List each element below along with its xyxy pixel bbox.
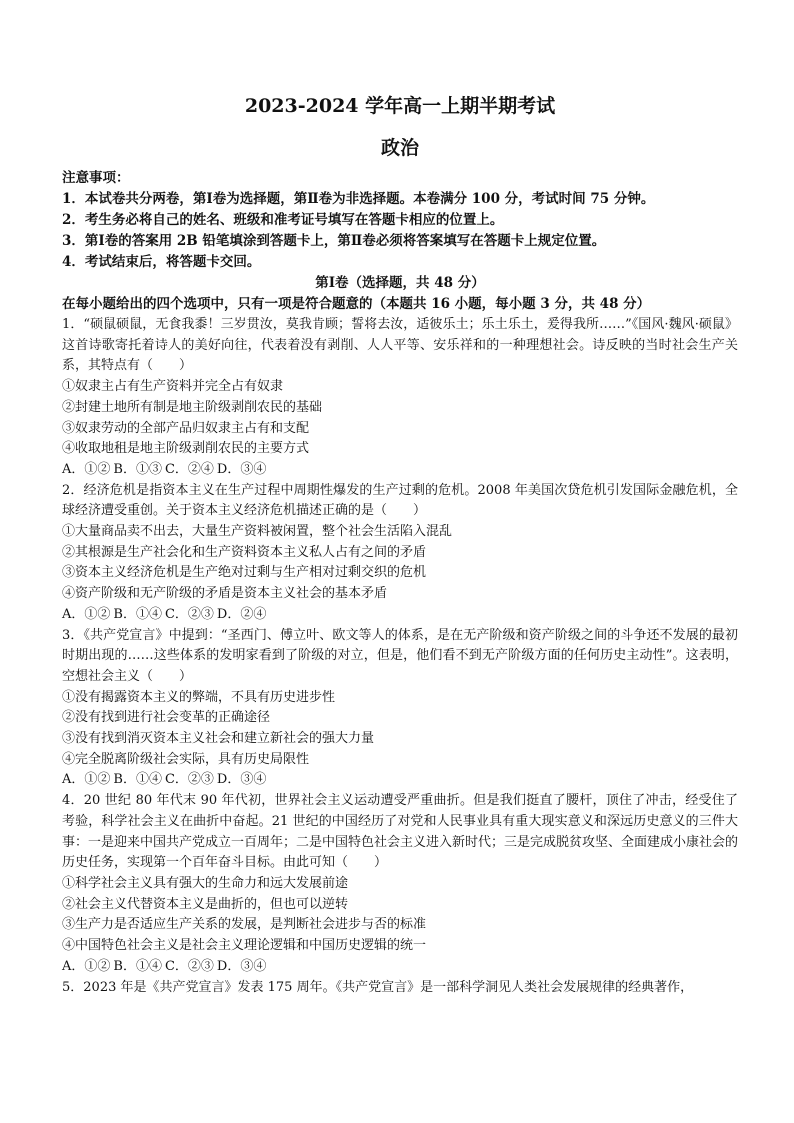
answer-choice-b[interactable]: B．①④	[113, 772, 162, 788]
exam-subject: 政治	[380, 137, 419, 159]
answer-choice-b[interactable]: B．①④	[113, 606, 162, 622]
question-option: ④中国特色社会主义是社会主义理论逻辑和中国历史逻辑的统一	[62, 938, 427, 954]
question-3	[62, 626, 738, 792]
question-stem: 2．经济危机是指资本主义在生产过程中周期性爆发的生产过剩的危机。2008 年美国次贷危机引发国际金融危机，全球经济遭受重创。关于资本主义经济危机描述正确的是（ ）	[62, 482, 738, 519]
answer-choices	[62, 957, 738, 978]
question-option: ③资本主义经济危机是生产绝对过剩与生产相对过剩交织的危机	[62, 565, 427, 581]
answer-choice-b[interactable]: B．①③	[113, 461, 162, 477]
answer-choice-a[interactable]: A．①②	[62, 958, 111, 974]
answer-choice-a[interactable]: A．①②	[62, 772, 111, 788]
question-option: ②没有找到进行社会变革的正确途径	[62, 710, 271, 726]
answer-choices	[62, 605, 738, 626]
answer-choice-a[interactable]: A．①②	[62, 461, 111, 477]
answer-choice-c[interactable]: C．②③	[164, 772, 214, 788]
question-option: ③生产力是否适应生产关系的发展，是判断社会进步与否的标准	[62, 917, 427, 933]
section-title: 第Ⅰ卷（选择题，共 48 分）	[315, 275, 485, 291]
question-option: ②其根源是生产社会化和生产资料资本主义私人占有之间的矛盾	[62, 544, 427, 560]
notice-item: 2．考生务必将自己的姓名、班级和准考证号填写在答题卡相应的位置上。	[62, 212, 504, 228]
question-4	[62, 791, 738, 977]
answer-choices	[62, 460, 738, 481]
notice-block	[62, 168, 738, 273]
question-option: ③奴隶劳动的全部产品归奴隶主占有和支配	[62, 420, 310, 436]
question-stem: 4．20 世纪 80 年代末 90 年代初，世界社会主义运动遭受严重曲折。但是我们挺直了腰杆，顶住了冲击，经受住了考验，科学社会主义在曲折中奋起。21 世纪的中国经历了对党和人民事业具有重大现实意义和深远历史意义的三件大事：一是迎来中国共产党成立一百周年；二是中国特色社会主义进入新时代；三是完成脱贫攻坚、全面建成小康社会的历史任务，实现第一个百年奋斗目标。由此可知（ ）	[62, 793, 739, 871]
question-option: ②社会主义代替资本主义是曲折的，但也可以逆转	[62, 896, 349, 912]
answer-choice-d[interactable]: D．③④	[216, 772, 267, 788]
question-option: ①科学社会主义具有强大的生命力和远大发展前途	[62, 875, 349, 891]
question-2	[62, 481, 738, 626]
question-stem: 1．“硕鼠硕鼠，无食我黍！三岁贯汝，莫我肯顾；誓将去汝，适彼乐土；乐土乐土，爰得我所……”《国风·魏风·硕鼠》这首诗歌寄托着诗人的美好向往，代表着没有剥削、人人平等、安乐祥和的一种理想社会。诗反映的当时社会生产关系，其特点有（ ）	[62, 317, 738, 374]
question-option: ①奴隶主占有生产资料并完全占有奴隶	[62, 379, 284, 395]
answer-choice-d[interactable]: D．③④	[216, 461, 267, 477]
answer-choice-b[interactable]: B．①④	[113, 958, 162, 974]
question-5	[62, 978, 738, 999]
question-option: ①大量商品卖不出去，大量生产资料被闲置，整个社会生活陷入混乱	[62, 524, 453, 540]
answer-choices	[62, 770, 738, 791]
section-instructions: 在每小题给出的四个选项中，只有一项是符合题意的（本题共 16 小题，每小题 3 分，共 48 分）	[62, 296, 651, 312]
answer-choice-a[interactable]: A．①②	[62, 606, 111, 622]
question-option: ②封建土地所有制是地主阶级剥削农民的基础	[62, 399, 323, 415]
question-option: ④收取地租是地主阶级剥削农民的主要方式	[62, 441, 310, 457]
question-option: ④完全脱离阶级社会实际，具有历史局限性	[62, 751, 310, 767]
exam-title: 2023-2024 学年高一上期半期考试	[244, 95, 556, 117]
question-option: ①没有揭露资本主义的弊端，不具有历史进步性	[62, 689, 336, 705]
notice-item: 3．第Ⅰ卷的答案用 2B 铅笔填涂到答题卡上，第Ⅱ卷必须将答案填写在答题卡上规定位置。	[62, 233, 606, 249]
exam-page	[62, 94, 738, 998]
question-stem: 3．《共产党宣言》中提到：“圣西门、傅立叶、欧文等人的体系，是在无产阶级和资产阶级之间的斗争还不发展的最初时期出现的……这些体系的发明家看到了阶级的对立，但是，他们看不到无产阶级方面的任何历史主动性”。这表明，空想社会主义（ ）	[62, 627, 738, 684]
question-option: ④资产阶级和无产阶级的矛盾是资本主义社会的基本矛盾	[62, 586, 388, 602]
question-option: ③没有找到消灭资本主义社会和建立新社会的强大力量	[62, 731, 375, 747]
answer-choice-c[interactable]: C．②③	[164, 606, 214, 622]
answer-choice-c[interactable]: C．②④	[164, 461, 214, 477]
answer-choice-d[interactable]: D．②④	[216, 606, 267, 622]
notice-heading: 注意事项：	[62, 170, 130, 186]
answer-choice-c[interactable]: C．②③	[164, 958, 214, 974]
question-stem: 5．2023 年是《共产党宣言》发表 175 周年。《共产党宣言》是一部科学洞见人类社会发展规律的经典著作，	[62, 979, 694, 995]
notice-item: 4．考试结束后，将答题卡交回。	[62, 254, 261, 270]
answer-choice-d[interactable]: D．③④	[216, 958, 267, 974]
notice-item: 1．本试卷共分两卷，第Ⅰ卷为选择题，第Ⅱ卷为非选择题。本卷满分 100 分，考试时间 75 分钟。	[62, 191, 655, 207]
question-1	[62, 315, 738, 481]
